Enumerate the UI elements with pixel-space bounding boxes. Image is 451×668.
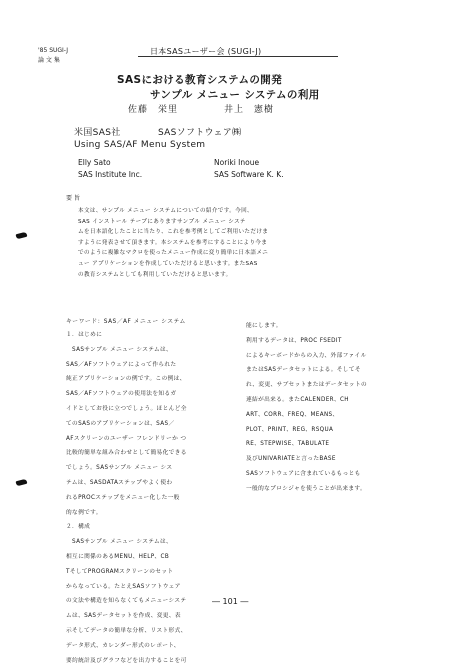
- abstract-line: すように発表させて頂きます。本システムを参考にすることにより今ま: [78, 239, 268, 246]
- body-line: 利用するデータは、PROC FSEDIT: [246, 337, 342, 344]
- keywords: キーワード：SAS／AF メニュー システム: [66, 319, 186, 325]
- abstract-line: ュー アプリケーションを作成していただけると思います。またSAS: [78, 260, 258, 267]
- body-line: 比較的簡単な組み合わせとして簡易化できる: [66, 450, 187, 457]
- header-society: 日本SASユーザー会 (SUGI-J): [150, 47, 262, 56]
- body-line: PLOT、PRINT、REG、RSQUA: [246, 426, 334, 433]
- body-line: 純正アプリケーションの例です。この例は、: [66, 376, 186, 383]
- abstract-line: ムを日本語化したことに当たり、これを参考例としてご利用いただけま: [78, 229, 269, 236]
- abstract-line: 本文は、サンプル メニュー システムについての紹介です。今回、: [78, 208, 254, 214]
- body-line: AFスクリーンのユーザー フレンドリーか つ: [66, 435, 187, 442]
- abstract-label: 要 旨: [66, 195, 80, 202]
- title-line-2: サンプル メニュー システムの利用: [150, 89, 320, 101]
- title-line-1: SASにおける教育システムの開発: [117, 74, 283, 86]
- body-line: てのSASのアプリケーションは、SAS／: [66, 420, 175, 427]
- abstract-line: SAS インストール テープにありますサンプル メニュー システ: [78, 218, 246, 225]
- body-line: れ、変更、サブセットまたはデータセットの: [246, 382, 368, 389]
- proceedings-code: '85 SUGI-J: [38, 47, 69, 54]
- body-line: の文法や構造を知らなくてもメニューシステ: [66, 598, 187, 605]
- body-line: SASサンプル メニュー システムは、: [66, 539, 173, 546]
- scan-blot: [16, 232, 28, 240]
- body-line: SAS／AFソフトウェアの使用法を知るガ: [66, 391, 177, 398]
- body-line: データ形式、カレンダー形式のレポート、: [66, 642, 180, 649]
- abstract: [78, 206, 378, 280]
- author-2-en: Noriki Inoue: [214, 158, 260, 167]
- body-line: れるPROCステップをメニュー化した一般: [66, 494, 180, 501]
- author-1-en: Elly Sato: [78, 158, 111, 167]
- body-line: 要約統計及びグラフなどを出力することを可: [66, 657, 187, 664]
- body-line: からなっている。たとえSASソフトウェア: [66, 583, 181, 590]
- abstract-line: でのように複雑なマクロを使ったメニュー作成に変り簡単に日本語メニ: [78, 250, 269, 257]
- body-line: イドとしてお役に立つでしょう。ほとんど全: [66, 405, 187, 412]
- body-line: SAS／AFソフトウェアによって作られた: [66, 361, 177, 368]
- body-line: またはSASデータセットによる。そしてそ: [246, 367, 361, 374]
- body-line: でしょう。SASサンプル メニュー シス: [66, 465, 173, 472]
- scan-blot: [16, 479, 28, 487]
- body-column-left: [66, 328, 216, 668]
- body-line: 一般的なプロシジャを使うことが出来ます。: [246, 485, 367, 492]
- body-line: によるキーボードからの入力、外部ファイル: [246, 352, 367, 359]
- body-line: SASサンプル メニュー システムは、: [66, 346, 173, 353]
- english-title: Using SAS/AF Menu System: [74, 140, 206, 150]
- org-jp-2: SASソフトウェア㈱: [158, 128, 242, 138]
- body-line: 示そしてデータの簡単な分析、リスト形式、: [66, 627, 187, 634]
- body-line: ART、CORR、FREQ、MEANS、: [246, 411, 339, 418]
- section-heading: ２．構成: [66, 524, 91, 531]
- body-line: 能にします。: [246, 323, 282, 329]
- body-line: １．はじめに: [66, 332, 103, 338]
- body-line: ムは、SASデータセットを作成、変更、表: [66, 613, 181, 620]
- abstract-line: の教育システムとしても利用していただけると思います。: [78, 271, 232, 278]
- proceedings-label: 論 文 集: [38, 57, 60, 64]
- body-line: テムは、SASDATAステップやよく使わ: [66, 479, 173, 486]
- body-line: 的な例です。: [66, 509, 102, 516]
- body-line: RE、STEPWISE、TABULATE: [246, 441, 330, 448]
- author-2-jp: 井上 憲樹: [224, 105, 275, 115]
- org-1-en: SAS Institute Inc.: [78, 170, 143, 179]
- page-number: ― 101 ―: [212, 597, 249, 606]
- body-column-right: [246, 319, 398, 497]
- header-rule: [138, 56, 338, 57]
- author-1-jp: 佐藤 栄里: [128, 105, 179, 115]
- org-2-en: SAS Software K. K.: [214, 170, 284, 179]
- body-line: 及びUNIVARIATEと言ったBASE: [246, 456, 336, 463]
- body-line: 連結が出来る。またCALENDER、CH: [246, 396, 349, 403]
- body-line: SASソフトウェアに含まれているもっとも: [246, 470, 361, 477]
- body-line: TそしてPROGRAMスクリーンのセット: [66, 568, 174, 575]
- body-line: 相互に関係のあるMENU、HELP、CB: [66, 553, 170, 560]
- org-jp-1: 米国SAS社: [74, 128, 121, 138]
